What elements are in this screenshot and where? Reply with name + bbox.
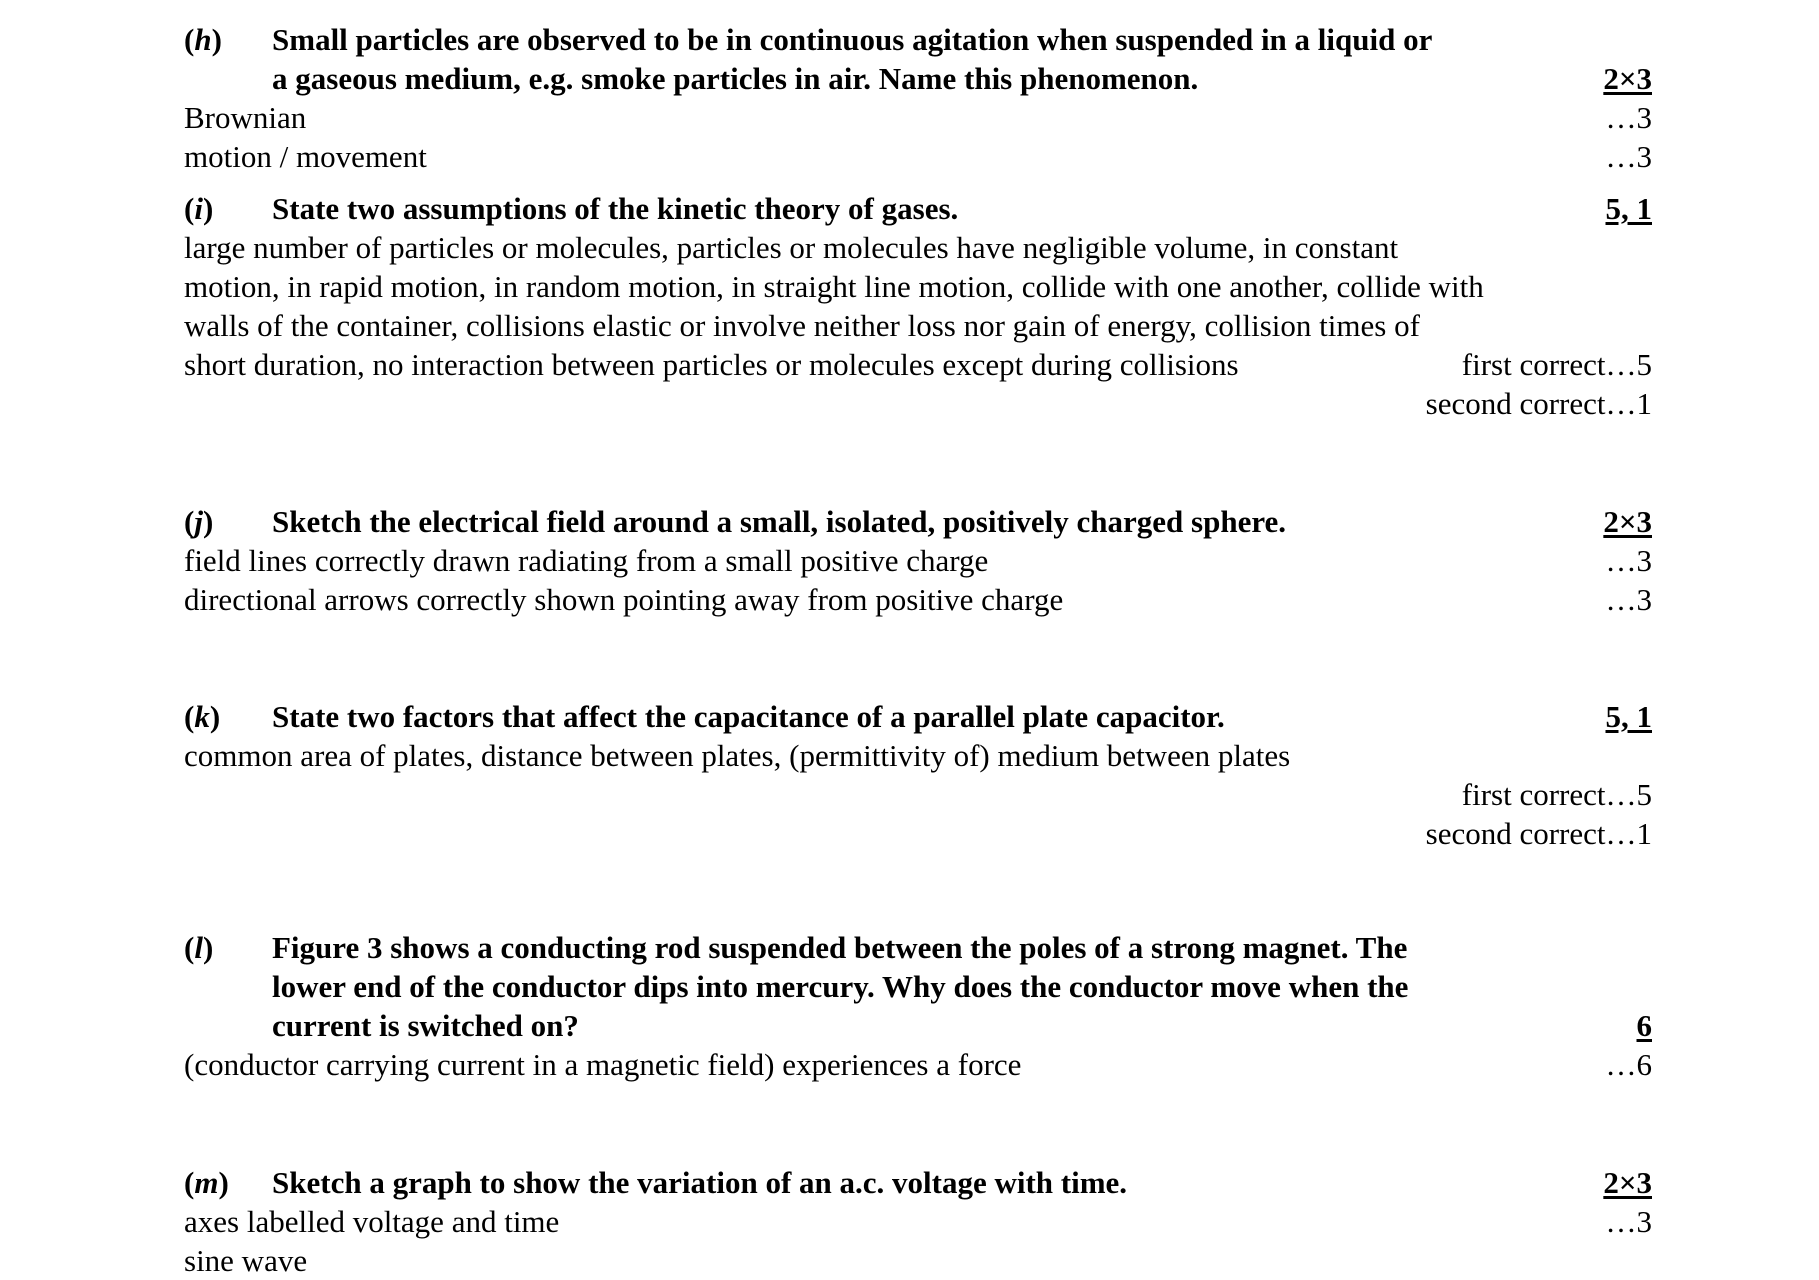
answer-mark-first: first correct…5 (1461, 777, 1652, 812)
label-close: ) (211, 22, 222, 57)
question-k-text-1: State two factors that affect the capacitance of a parallel plate capacitor. (272, 699, 1225, 734)
question-h-line-1 (184, 20, 1652, 59)
question-l-text-2: lower end of the conductor dips into mercury. Why does the conductor move when the (272, 969, 1409, 1004)
answer-text: (conductor carrying current in a magnetic field) experiences a force (184, 1047, 1022, 1082)
question-l-text-3: current is switched on? (272, 1008, 579, 1043)
question-j-line-1 (184, 502, 1652, 541)
question-m-text-1: Sketch a graph to show the variation of an a.c. voltage with time. (272, 1165, 1128, 1200)
answer-mark-first: first correct…5 (1461, 347, 1652, 382)
question-i-line-1 (184, 189, 1652, 228)
question-i-text-1: State two assumptions of the kinetic theory of gases. (272, 191, 959, 226)
label-open: ( (184, 191, 195, 226)
label-letter: k (194, 699, 210, 734)
answer-text: sine wave (184, 1243, 308, 1278)
label-letter: m (194, 1165, 219, 1200)
label-open: ( (184, 930, 195, 965)
question-h-line-2 (184, 59, 1652, 98)
answer-text: common area of plates, distance between plates, (permittivity of) medium between plates (184, 738, 1291, 773)
answer-text: field lines correctly drawn radiating from a small positive charge (184, 543, 989, 578)
question-h-answer-1 (184, 98, 1652, 137)
label-open: ( (184, 1165, 195, 1200)
question-j-answer-2 (184, 580, 1652, 619)
question-l-line-1 (184, 928, 1652, 967)
question-l-text-1: Figure 3 shows a conducting rod suspended between the poles of a strong magnet. The (272, 930, 1408, 965)
question-k-mark-line-1 (184, 775, 1652, 814)
answer-mark: …3 (1605, 100, 1652, 135)
answer-mark: …3 (1605, 139, 1652, 174)
question-i-answer-line-3 (184, 306, 1652, 345)
question-j-total-marks: 2×3 (1603, 504, 1652, 539)
answer-mark: …6 (1605, 1047, 1652, 1082)
marking-scheme-page (184, 0, 1652, 1278)
question-i-total-marks: 5, 1 (1605, 191, 1652, 226)
label-open: ( (184, 22, 195, 57)
question-i-answer-line-1 (184, 228, 1652, 267)
question-k-line-1 (184, 697, 1652, 736)
question-m-answer-2 (184, 1241, 1652, 1280)
question-l-line-2 (184, 967, 1652, 1006)
question-k-total-marks: 5, 1 (1605, 699, 1652, 734)
question-i-label (184, 189, 213, 228)
answer-mark: …3 (1605, 543, 1652, 578)
question-j-answer-1 (184, 541, 1652, 580)
answer-text: directional arrows correctly shown pointing away from positive charge (184, 582, 1064, 617)
question-k-mark-line-2 (184, 814, 1652, 853)
answer-text: short duration, no interaction between particles or molecules except during collisions (184, 347, 1239, 382)
answer-mark: …3 (1605, 1204, 1652, 1239)
label-close: ) (209, 699, 221, 734)
question-m-label (184, 1163, 229, 1202)
question-l-line-3 (184, 1006, 1652, 1045)
answer-text: large number of particles or molecules, particles or molecules have negligible volume, in constant (184, 230, 1399, 265)
question-l-total-marks: 6 (1636, 1008, 1652, 1043)
label-close: ) (202, 930, 214, 965)
question-h-answer-2 (184, 137, 1652, 176)
question-h-text-1: Small particles are observed to be in continuous agitation when suspended in a liquid or (272, 22, 1433, 57)
question-h-label (184, 20, 222, 59)
question-h-text-2: a gaseous medium, e.g. smoke particles in air. Name this phenomenon. (272, 61, 1199, 96)
question-m-answer-1 (184, 1202, 1652, 1241)
answer-mark-second: second correct…1 (1425, 386, 1652, 421)
question-j-text-1: Sketch the electrical field around a small, isolated, positively charged sphere. (272, 504, 1287, 539)
answer-mark: …3 (1605, 582, 1652, 617)
label-letter: l (194, 930, 203, 965)
label-close: ) (202, 504, 214, 539)
answer-mark-second: second correct…1 (1425, 816, 1652, 851)
answer-text: motion / movement (184, 139, 427, 174)
answer-text: Brownian (184, 100, 307, 135)
label-open: ( (184, 699, 195, 734)
label-letter: h (194, 22, 212, 57)
label-open: ( (184, 504, 195, 539)
question-k-answer-1 (184, 736, 1652, 775)
question-i-answer-line-4 (184, 345, 1652, 384)
question-l-label (184, 928, 213, 967)
question-l-answer-1 (184, 1045, 1652, 1084)
question-h-total-marks: 2×3 (1603, 61, 1652, 96)
question-j-label (184, 502, 213, 541)
question-m-total-marks: 2×3 (1603, 1165, 1652, 1200)
answer-text: motion, in rapid motion, in random motion, in straight line motion, collide with one another, collide with (184, 269, 1484, 304)
answer-text: walls of the container, collisions elastic or involve neither loss nor gain of energy, collision times of (184, 308, 1420, 343)
question-k-label (184, 697, 220, 736)
label-letter: j (194, 504, 203, 539)
answer-text: axes labelled voltage and time (184, 1204, 560, 1239)
label-close: ) (202, 191, 214, 226)
label-close: ) (218, 1165, 229, 1200)
question-m-line-1 (184, 1163, 1652, 1202)
question-i-answer-line-2 (184, 267, 1652, 306)
label-letter: i (194, 191, 203, 226)
question-i-answer-mark-line (184, 384, 1652, 423)
